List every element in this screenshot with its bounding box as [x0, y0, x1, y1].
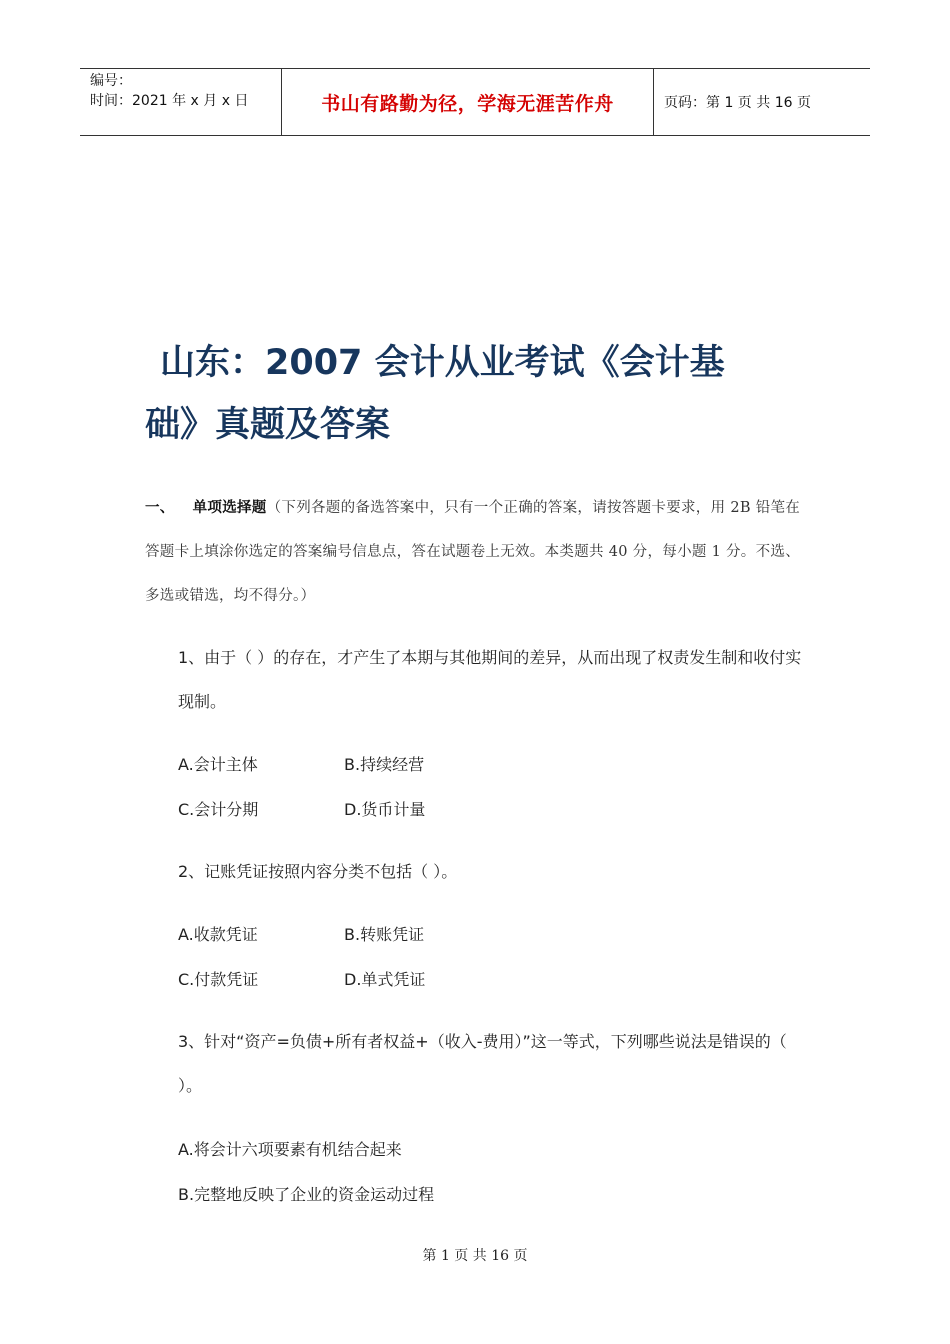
section-name: 单项选择题: [192, 500, 267, 516]
option-d: D.货币计量: [344, 800, 426, 819]
option-b: B.完整地反映了企业的资金运动过程: [178, 1185, 435, 1204]
option-b: B.转账凭证: [344, 925, 425, 944]
question-1-options: [178, 742, 425, 832]
number-label: 编号：: [90, 73, 132, 89]
option-a: A.将会计六项要素有机结合起来: [178, 1140, 402, 1159]
option-a: A.会计主体: [178, 755, 258, 774]
title-line-2: 础》真题及答案: [145, 405, 391, 445]
option-b: B.持续经营: [344, 755, 425, 774]
page-footer: 第 1 页 共 16 页: [422, 1248, 528, 1264]
question-2: [145, 850, 810, 894]
header-page-info: 页码：第 1 页 共 16 页: [664, 95, 811, 111]
document-title: [145, 332, 805, 456]
section-intro: [145, 486, 810, 618]
question-2-options: [178, 912, 425, 1002]
question-3-options: [178, 1127, 434, 1217]
question-text: 3、针对“资产=负债+所有者权益+（收入-费用）”这一等式，下列哪些说法是错误的（ ）。: [178, 1032, 787, 1095]
question-1: [145, 636, 810, 724]
option-d: D.单式凭证: [344, 970, 426, 989]
title-line-1: 山东：2007 会计从业考试《会计基: [160, 343, 725, 383]
question-text: 1、由于（ ）的存在，才产生了本期与其他期间的差异，从而出现了权责发生制和收付实现制。: [178, 648, 802, 711]
time-label: 时间：2021 年 x 月 x 日: [90, 93, 249, 109]
question-3: [145, 1020, 810, 1108]
option-a: A.收款凭证: [178, 925, 258, 944]
option-c: C.付款凭证: [178, 970, 259, 989]
option-c: C.会计分期: [178, 800, 259, 819]
header-motto: 书山有路勤为径，学海无涯苦作舟: [281, 69, 654, 135]
question-text: 2、记账凭证按照内容分类不包括（ ）。: [178, 862, 458, 881]
section-instructions: （下列各题的备选答案中，只有一个正确的答案，请按答题卡要求，用 2B 铅笔在答题卡上填涂你选定的答案编号信息点，答在试题卷上无效。本类题共 40 分，每小题 1 分。不选、多选或错选，均不得分。）: [145, 500, 801, 604]
section-number: 一、: [145, 500, 175, 516]
header-table: [80, 68, 870, 136]
header-meta: [80, 69, 281, 135]
